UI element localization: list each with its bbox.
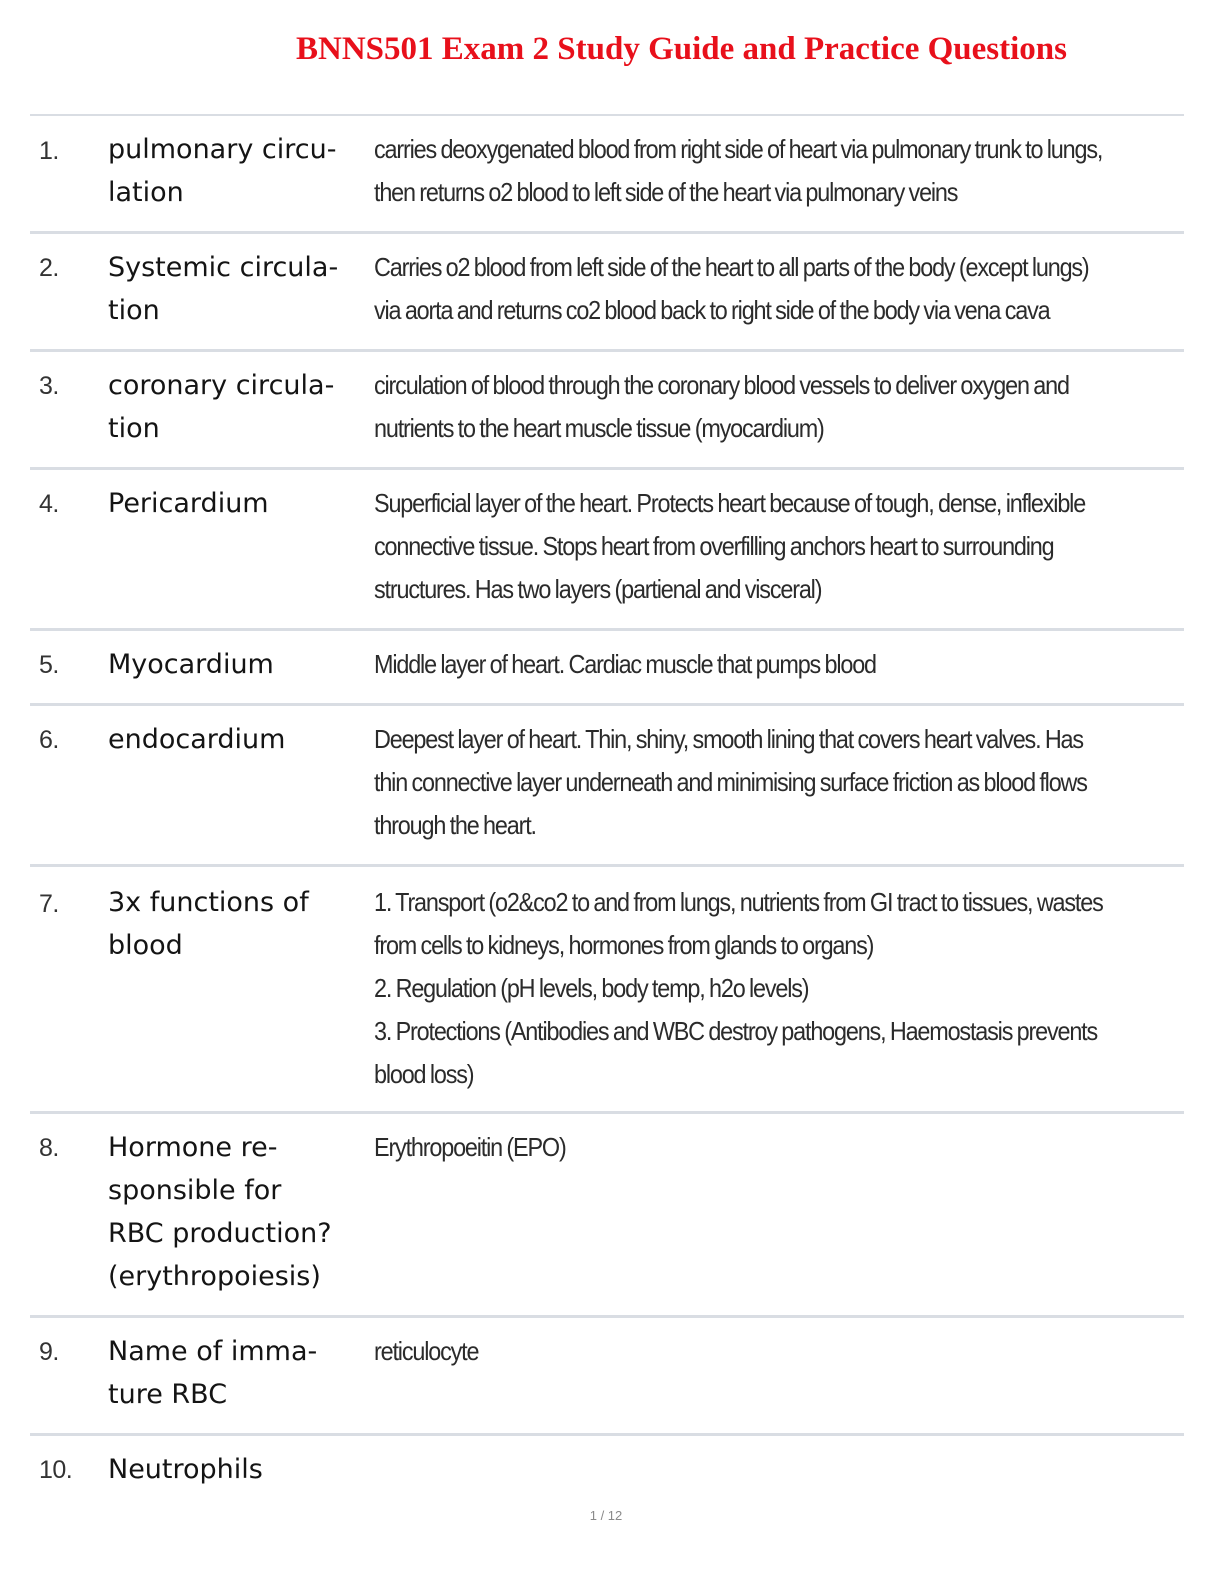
card-number: 3.	[39, 372, 59, 400]
card-term	[108, 718, 368, 761]
term-line: Neutrophils	[108, 1454, 263, 1485]
term-line: RBC production?	[108, 1218, 332, 1249]
card-definition	[374, 364, 1166, 450]
card-number: 5.	[39, 651, 59, 679]
definition-line: Carries o2 blood from left side of the heart to all parts of the body (except lungs)	[374, 252, 1089, 282]
definition-line: from cells to kidneys, hormones from glands to organs)	[374, 930, 874, 960]
card-number: 8.	[39, 1134, 59, 1162]
flashcard	[30, 706, 1184, 867]
definition-line: Deepest layer of heart. Thin, shiny, smooth lining that covers heart valves. Has	[374, 724, 1083, 754]
definition-line: Middle layer of heart. Cardiac muscle that pumps blood	[374, 649, 876, 679]
term-line: Systemic circula-	[108, 252, 339, 283]
card-term	[108, 1330, 368, 1416]
definition-line: connective tissue. Stops heart from overfilling anchors heart to surrounding	[374, 531, 1054, 561]
term-line: endocardium	[108, 724, 286, 755]
definition-line: circulation of blood through the coronary blood vessels to deliver oxygen and	[374, 370, 1069, 400]
card-term	[108, 482, 368, 525]
definition-line: then returns o2 blood to left side of the heart via pulmonary veins	[374, 177, 958, 207]
card-term	[108, 881, 368, 967]
definition-line: blood loss)	[374, 1059, 474, 1089]
term-line: (erythropoiesis)	[108, 1261, 321, 1292]
card-definition	[374, 881, 1166, 1096]
card-number: 2.	[39, 254, 59, 282]
definition-line: thin connective layer underneath and minimising surface friction as blood flows	[374, 767, 1087, 797]
definition-line: reticulocyte	[374, 1336, 479, 1366]
card-number: 10.	[39, 1456, 73, 1484]
card-term	[108, 1126, 368, 1298]
card-definition	[374, 128, 1166, 214]
definition-line: 3. Protections (Antibodies and WBC destroy pathogens, Haemostasis prevents	[374, 1016, 1098, 1046]
card-number: 1.	[39, 137, 59, 165]
card-term	[108, 1448, 368, 1491]
flashcard	[30, 1114, 1184, 1318]
term-line: tion	[108, 295, 160, 326]
term-line: sponsible for	[108, 1175, 282, 1206]
card-definition	[374, 718, 1166, 847]
term-line: 3x functions of	[108, 887, 309, 918]
definition-line: Erythropoeitin (EPO)	[374, 1132, 566, 1162]
term-line: ture RBC	[108, 1379, 228, 1410]
card-number: 6.	[39, 726, 59, 754]
flashcard	[30, 470, 1184, 631]
flashcard	[30, 234, 1184, 352]
card-number: 4.	[39, 490, 59, 518]
definition-line: carries deoxygenated blood from right side of heart via pulmonary trunk to lungs,	[374, 134, 1103, 164]
definition-line: through the heart.	[374, 810, 536, 840]
flashcard-list	[30, 114, 1184, 1496]
term-line: tion	[108, 413, 160, 444]
term-line: Hormone re-	[108, 1132, 278, 1163]
definition-line: via aorta and returns co2 blood back to right side of the body via vena cava	[374, 295, 1050, 325]
definition-line: Superficial layer of the heart. Protects heart because of tough, dense, inflexible	[374, 488, 1086, 518]
card-definition	[374, 1126, 1166, 1169]
term-line: Name of imma-	[108, 1336, 318, 1367]
card-definition	[374, 246, 1166, 332]
card-term	[108, 246, 368, 332]
flashcard	[30, 1436, 1184, 1496]
card-number: 7.	[39, 890, 59, 918]
definition-line: 1. Transport (o2&co2 to and from lungs, nutrients from GI tract to tissues, wastes	[374, 887, 1103, 917]
term-line: Pericardium	[108, 488, 269, 519]
card-definition	[374, 643, 1166, 686]
term-line: coronary circula-	[108, 370, 335, 401]
definition-line: nutrients to the heart muscle tissue (myocardium)	[374, 413, 824, 443]
card-number: 9.	[39, 1338, 59, 1366]
term-line: lation	[108, 177, 184, 208]
flashcard	[30, 1318, 1184, 1436]
flashcard	[30, 631, 1184, 706]
flashcard	[30, 116, 1184, 234]
page-title: BNNS501 Exam 2 Study Guide and Practice Questions	[296, 31, 1067, 67]
card-definition	[374, 1330, 1166, 1373]
card-term	[108, 128, 368, 214]
term-line: Myocardium	[108, 649, 274, 680]
page-indicator: 1 / 12	[589, 1508, 623, 1523]
card-term	[108, 643, 368, 686]
definition-line: 2. Regulation (pH levels, body temp, h2o levels)	[374, 973, 809, 1003]
flashcard	[30, 867, 1184, 1114]
definition-line: structures. Has two layers (partienal and visceral)	[374, 574, 822, 604]
flashcard	[30, 352, 1184, 470]
card-term	[108, 364, 368, 450]
term-line: blood	[108, 930, 183, 961]
card-definition	[374, 482, 1166, 611]
term-line: pulmonary circu-	[108, 134, 337, 165]
